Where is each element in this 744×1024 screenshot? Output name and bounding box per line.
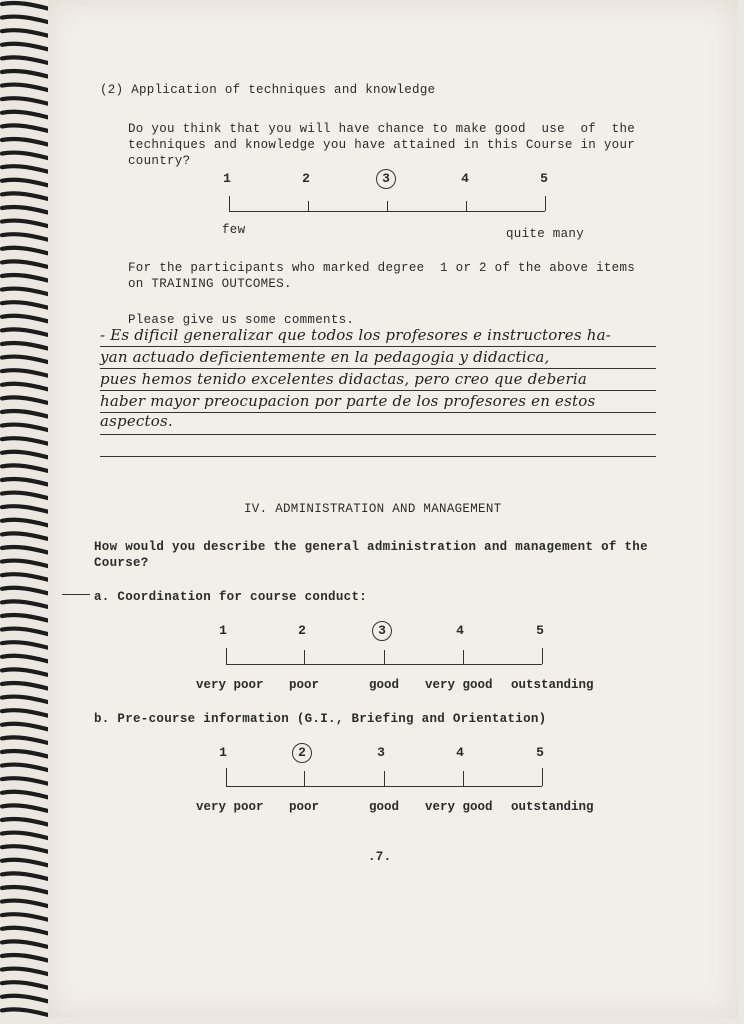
handwritten-comment-2: yan actuado deficientemente en la pedagogia y didactica,: [100, 348, 550, 366]
item-b-number-4: 4: [456, 745, 464, 760]
handwritten-comment-3: pues hemos tenido excelentes didactas, pero creo que deberia: [100, 370, 587, 388]
note-line-1: For the participants who marked degree 1 or 2 of the above items: [128, 261, 636, 275]
item-b-tick: [384, 771, 385, 786]
scale1-tick: [545, 196, 546, 211]
question-line-3: country?: [128, 154, 191, 168]
question-line-1: Do you think that you will have chance to make good use of the: [128, 122, 636, 136]
item-b-number-3: 3: [377, 745, 385, 760]
scale1-line: [229, 211, 545, 212]
item-a-tick: [542, 648, 543, 664]
item-a-number-5: 5: [536, 623, 544, 638]
scale1-tick: [387, 201, 388, 211]
comment-rule: [100, 456, 656, 457]
note-line-2: on TRAINING OUTCOMES.: [128, 277, 292, 291]
question-line-2: techniques and knowledge you have attained in this Course in your: [128, 138, 636, 152]
item-a-tick: [463, 650, 464, 664]
item-b-tick: [304, 771, 305, 786]
section4-question-line-1: How would you describe the general administration and management of the: [94, 540, 648, 554]
item-b-label: b. Pre-course information (G.I., Briefing and Orientation): [94, 712, 547, 726]
item-a-label-very-poor: very poor: [196, 678, 264, 692]
margin-mark: [62, 594, 90, 595]
handwritten-comment-4: haber mayor preocupacion por parte de los profesores en estos: [100, 392, 596, 410]
item-b-number-5: 5: [536, 745, 544, 760]
item-a-number-1: 1: [219, 623, 227, 638]
item-a-tick: [226, 648, 227, 664]
item-a-number-3-circled: 3: [372, 621, 392, 641]
scale1-number-5: 5: [540, 171, 548, 186]
item-a-label-poor: poor: [289, 678, 320, 692]
scale1-high-label: quite many: [506, 227, 585, 241]
item-a-number-4: 4: [456, 623, 464, 638]
scale1-number-2: 2: [302, 171, 310, 186]
section4-question-line-2: Course?: [94, 556, 149, 570]
comment-rule: [100, 346, 656, 347]
item-b-number-1: 1: [219, 745, 227, 760]
scale1-number-3-circled: 3: [376, 169, 396, 189]
item-b-scale-line: [226, 786, 542, 787]
handwritten-comment-5: aspectos.: [100, 412, 173, 430]
item-a-label: a. Coordination for course conduct:: [94, 590, 368, 604]
item-b-tick: [226, 768, 227, 786]
item-b-label-poor: poor: [289, 800, 320, 814]
item-b-label-outstanding: outstanding: [511, 800, 594, 814]
spiral-binding: [0, 0, 54, 1024]
item-b-label-good: good: [369, 800, 400, 814]
comments-prompt: Please give us some comments.: [128, 313, 355, 327]
comment-rule: [100, 412, 656, 413]
item-b-tick: [463, 771, 464, 786]
page-number: .7.: [368, 850, 392, 864]
item-a-tick: [304, 650, 305, 664]
item-b-label-very-good: very good: [425, 800, 493, 814]
handwritten-comment-1: - Es dificil generalizar que todos los profesores e instructores ha-: [100, 326, 612, 344]
scale1-tick: [308, 201, 309, 211]
section-4-heading: IV. ADMINISTRATION AND MANAGEMENT: [244, 502, 502, 516]
item-b-label-very-poor: very poor: [196, 800, 264, 814]
item-a-number-2: 2: [298, 623, 306, 638]
scale1-low-label: few: [222, 223, 246, 237]
item-a-label-outstanding: outstanding: [511, 678, 594, 692]
comment-rule: [100, 434, 656, 435]
item-b-number-2-circled: 2: [292, 743, 312, 763]
item-a-label-very-good: very good: [425, 678, 493, 692]
item-a-tick: [384, 650, 385, 664]
scale1-tick: [229, 196, 230, 211]
section-2-title: (2) Application of techniques and knowledge: [100, 83, 436, 97]
scale1-tick: [466, 201, 467, 211]
comment-rule: [100, 368, 656, 369]
comment-rule: [100, 390, 656, 391]
scale1-number-1: 1: [223, 171, 231, 186]
item-b-tick: [542, 768, 543, 786]
scale1-number-4: 4: [461, 171, 469, 186]
item-a-label-good: good: [369, 678, 400, 692]
item-a-scale-line: [226, 664, 542, 665]
